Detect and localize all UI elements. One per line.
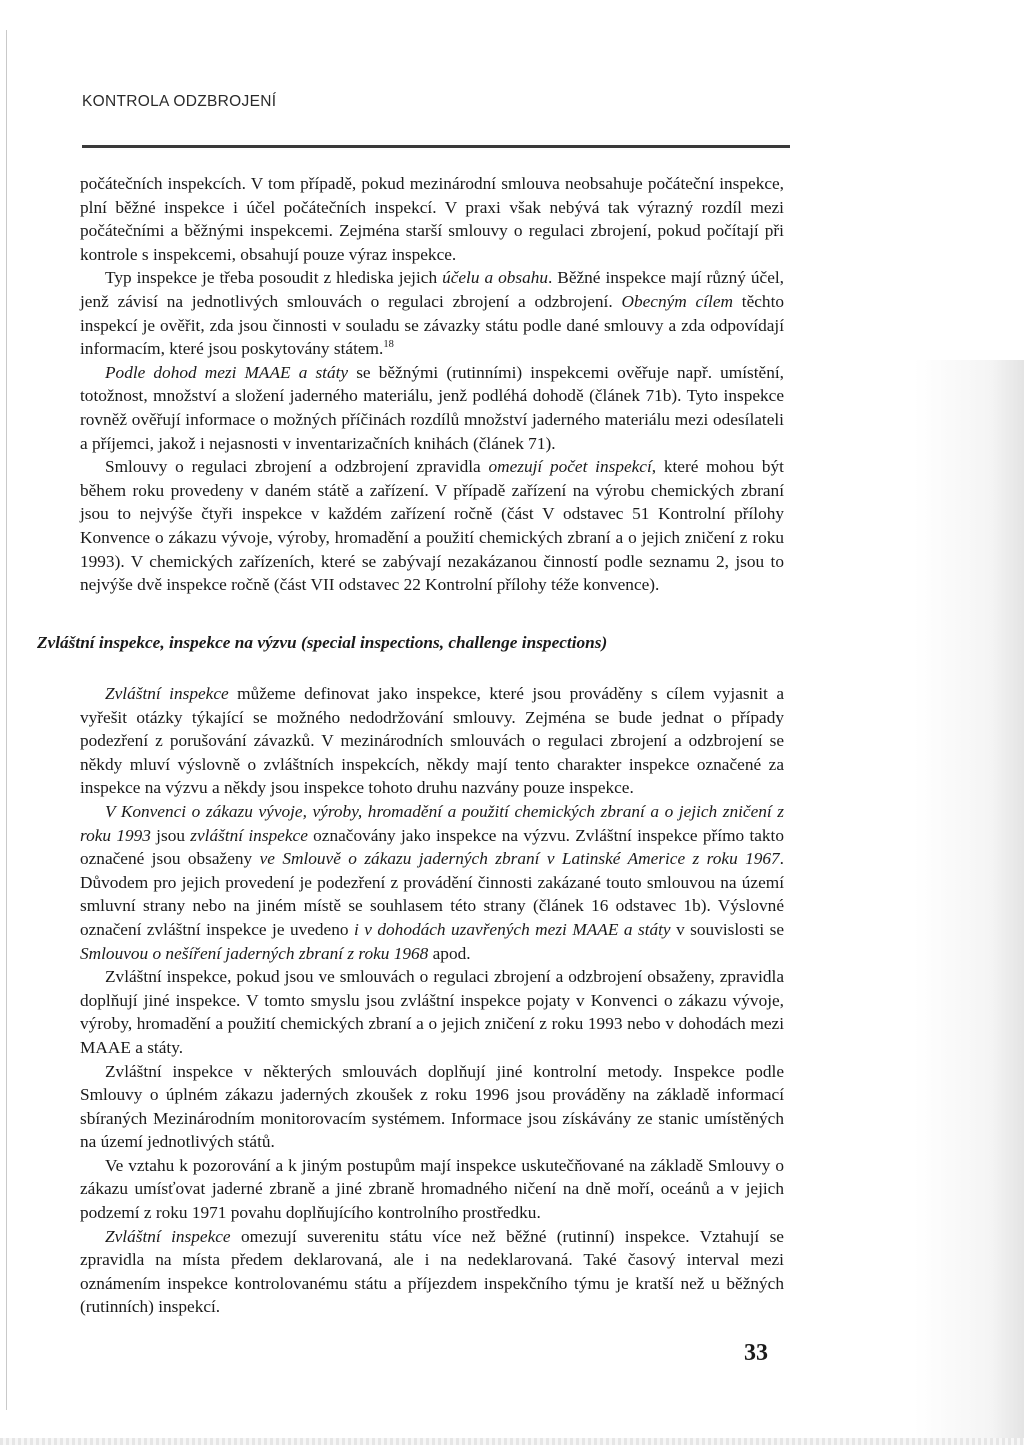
body-text-top	[80, 172, 784, 597]
paragraph: počátečních inspekcích. V tom případě, pokud mezinárodní smlouva neobsahuje počáteční inspekce, plní běžné inspekce i účel počátečních inspekcí. V praxi však nebývá tak výrazný rozdíl mezi počátečními a běžnými inspekcemi. Zejména starší smlouvy o regulaci zbrojení, pokud počítají při kontrole s inspekcemi, obsahují pouze výraz inspekce.	[80, 174, 784, 264]
paragraph: Zvláštní inspekce v některých smlouvách doplňují jiné kontrolní metody. Inspekce podle Smlouvy o úplném zákazu jaderných zkoušek z roku 1996 jsou prováděny na základě informací sbíraných Mezinárodním monitorovacím systémem. Informace jsou získávány ze stanic umístěných na území jednotlivých států.	[80, 1061, 784, 1152]
paragraph: Ve vztahu k pozorování a k jiným postupům mají inspekce uskutečňované na základě Smlouvy o zákazu umísťovat jaderné zbraně a jiné zbraně hromadného ničení na dně moří, oceánů a v jejich podzemí z roku 1971 povahu doplňujícího kontrolního prostředku.	[80, 1155, 784, 1223]
running-head: KONTROLA ODZBROJENÍ	[82, 93, 277, 110]
section-heading: Zvláštní inspekce, inspekce na výzvu (special inspections, challenge inspections)	[37, 633, 608, 652]
footnote-marker: 18	[383, 339, 394, 351]
paragraph: V Konvenci o zákazu vývoje, výroby, hromadění a použití chemických zbraní a o jejich zničení z roku 1993 jsou zvláštní inspekce označovány jako inspekce na výzvu. Zvláštní inspekce přímo takto označené jsou obsaženy ve Smlouvě o zákazu jaderných zbraní v Latinské Americe z roku 1967. Důvodem pro jejich provedení je podezření z provádění činnosti zakázané touto smlouvou na území smluvní strany nebo na jiném místě se souhlasem této strany (článek 16 odstavec 1b). Výslovné označení zvláštní inspekce je uvedeno i v dohodách uzavřených mezi MAAE a státy v souvislosti se Smlouvou o nešíření jaderných zbraní z roku 1968 apod.	[80, 801, 784, 963]
page-bottom-edge	[0, 1438, 1024, 1445]
paragraph: Smlouvy o regulaci zbrojení a odzbrojení zpravidla omezují počet inspekcí, které mohou být během roku provedeny v daném státě a zařízení. V případě zařízení na výrobu chemických zbraní jsou to nejvýše čtyři inspekce v každém zařízení ročně (část V odstavec 51 Kontrolní přílohy Konvence o zákazu vývoje, výroby, hromadění a použití chemických zbraní a o jejich zničení z roku 1993). V chemických zařízeních, které se zabývají nezakázanou činností podle seznamu 2, jsou to nejvýše dvě inspekce ročně (část VII odstavec 22 Kontrolní přílohy téže konvence).	[80, 457, 784, 595]
paragraph: Zvláštní inspekce omezují suverenitu státu více než běžné (rutinní) inspekce. Vztahují se zpravidla na místa předem deklarovaná, ale i na nedeklarovaná. Také časový interval mezi oznámením inspekce kontrolovanému státu a příjezdem inspekčního týmu je kratší než u běžných (rutinních) inspekcí.	[80, 1226, 784, 1317]
binding-edge	[6, 30, 7, 1410]
page-number: 33	[744, 1340, 768, 1366]
header-rule	[82, 145, 790, 148]
paragraph: Zvláštní inspekce, pokud jsou ve smlouvách o regulaci zbrojení a odzbrojení obsaženy, zpravidla doplňují jiné inspekce. V tomto smyslu jsou zvláštní inspekce pojaty v Konvenci o zákazu vývoje, výroby, hromadění a použití chemických zbraní a o jejich zničení z roku 1993 nebo v dohodách mezi MAAE a státy.	[80, 967, 784, 1057]
paragraph: Typ inspekce je třeba posoudit z hlediska jejich účelu a obsahu. Běžné inspekce mají různý účel, jenž závisí na jednotlivých smlouvách o regulaci zbrojení a odzbrojení. Obecným cílem těchto inspekcí je ověřit, zda jsou činnosti v souladu se závazky státu podle dané smlouvy a zda odpovídají informacím, které jsou poskytovány státem.$^{18}$	[80, 268, 785, 359]
scan-shadow	[914, 360, 1024, 1440]
body-text-bottom	[80, 682, 784, 1319]
paragraph: Podle dohod mezi MAAE a státy se běžnými (rutinními) inspekcemi ověřuje např. umístění, totožnost, množství a složení jaderného materiálu, jenž podléhá dohodě (článek 71b). Tyto inspekce rovněž ověřují informace o možných příčinách rozdílů množství jaderného materiálu mezi odesílateli a příjemci, jakož i nejasnosti v inventarizačních knihách (článek 71).	[80, 362, 784, 453]
paragraph: Zvláštní inspekce můžeme definovat jako inspekce, které jsou prováděny s cílem vyjasnit a vyřešit otázky týkající se možného nedodržování smlouvy. Zejména se bude jednat o případy podezření z porušování závazků. V mezinárodních smlouvách o regulaci zbrojení a odzbrojení se někdy mluví výslovně o zvláštních inspekcích, někdy mají tento charakter inspekce označené za inspekce na výzvu a někdy jsou inspekce tohoto druhu nazvány pouze inspekce.	[80, 684, 784, 798]
